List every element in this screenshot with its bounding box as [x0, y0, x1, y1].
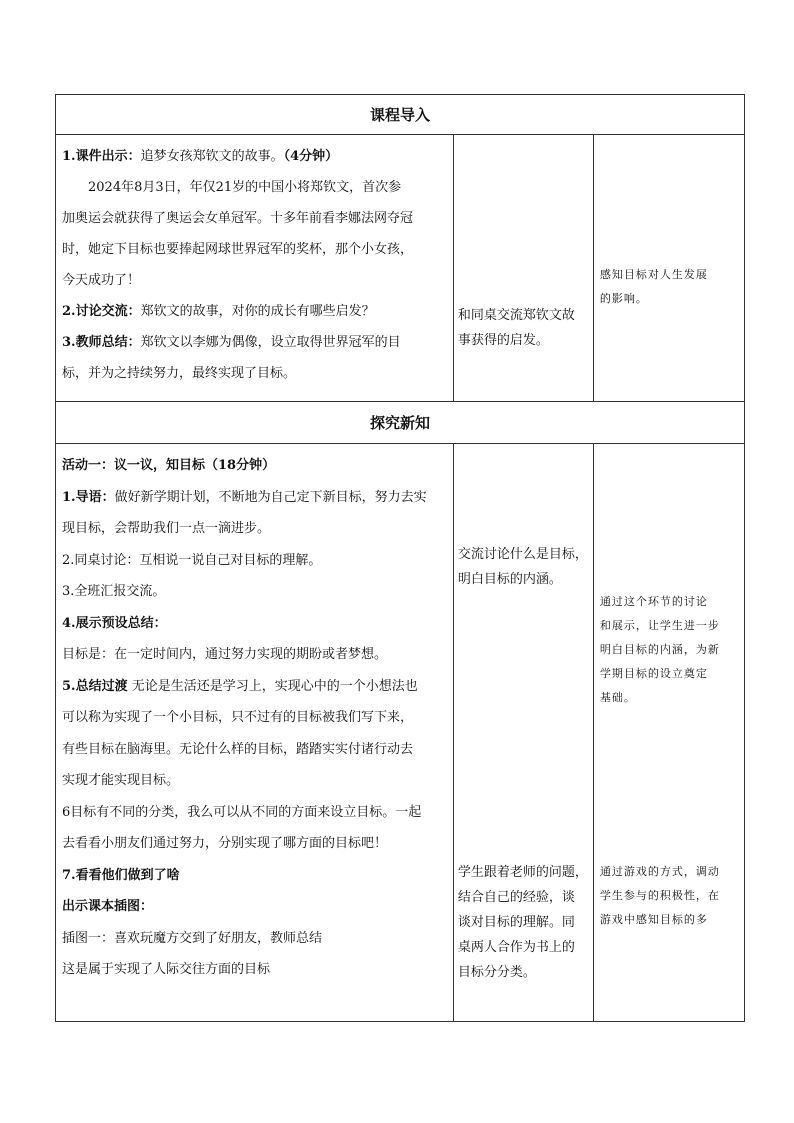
lesson-plan-table	[55, 94, 745, 1022]
explore-student-activity: 交流讨论什么是目标， 明白目标的内涵。 学生跟着老师的问题， 结合自己的经验，谈 谈对目标的理解。同 桌两人合作为书上的 目标分分类。	[453, 444, 593, 1022]
step-3: 3.全班汇报交流。	[62, 584, 166, 599]
story-line: 今天成功了！	[62, 273, 141, 288]
step-4-text: 目标是：在一定时间内，通过努力实现的期盼或者梦想。	[62, 647, 388, 662]
activity-title: 活动一：议一议，知目标（18分钟）	[62, 458, 276, 473]
section-title-intro: 课程导入	[56, 95, 745, 135]
step-5: 5.总结过渡 无论是生活还是学习上，实现心中的一个小想法也	[62, 678, 418, 694]
intro-item-2: 2.讨论交流：郑钦文的故事，对你的成长有哪些启发？	[62, 304, 375, 319]
show-illustration: 出示课本插图：	[62, 899, 154, 914]
illustration-1-note: 这是属于实现了人际交往方面的目标	[62, 962, 271, 977]
intro-teacher-activity	[56, 135, 454, 402]
story-line: 时，她定下目标也要捧起网球世界冠军的奖杯，那个小女孩，	[62, 242, 414, 257]
intro-design-intent: 感知目标对人生发展 的影响。	[593, 135, 744, 402]
section-title-explore: 探究新知	[56, 402, 745, 444]
illustration-1: 插图一：喜欢玩魔方交到了好朋友，教师总结	[62, 930, 323, 946]
story-line: 加奥运会就获得了奥运会女单冠军。十多年前看李娜法网夺冠	[62, 211, 414, 226]
step-4: 4.展示预设总结：	[62, 615, 167, 631]
intro-item-3-cont: 标，并为之持续努力，最终实现了目标。	[62, 366, 297, 381]
intro-item-1: 1.课件出示：追梦女孩郑钦文的故事。（4分钟）	[62, 149, 339, 164]
intro-student-activity: 和同桌交流郑钦文故 事获得的启发。	[453, 135, 593, 402]
explore-design-intent: 通过这个环节的讨论 和展示，让学生进一步 明白目标的内涵，为新 学期目标的设立奠定 基础。 通过游戏的方式，调动 学生参与的积极性，在 游戏中感知目标的多	[593, 444, 744, 1022]
step-7: 7.看看他们做到了啥	[62, 867, 180, 883]
intro-item-3: 3.教师总结：郑钦文以李娜为偶像，设立取得世界冠军的目	[62, 335, 401, 350]
step-2: 2.同桌讨论：互相说一说自己对目标的理解。	[62, 552, 322, 568]
explore-teacher-activity: 活动一：议一议，知目标（18分钟） 1.导语：做好新学期计划，不断地为自己定下新目标，努力去实 现目标，会帮助我们一点一滴进步。 2.同桌讨论：互相说一说自己对目标的理解。 3.全班汇报交流。 4.展示预设总结： 目标是：在一定时间内，通过努力实现的期盼或者梦想。 5.总结过渡 无论是生活还是学习上，实现心中的一个小想法也 可以称为实现了一个小目标，只不过有的目标被我们写下来， 有些目标在脑海里。无论什么样的目标，踏踏实实付诸行动去 实现才能实现目标。 6目标有不同的分类，我么可以从不同的方面来设立目标。一起 去看看小朋友们通过努力，分别实现了哪方面的目标吧！ 7.看看他们做到了啥 出示课本插图： 插图一：喜欢玩魔方交到了好朋友，教师总结 这是属于实现了人际交往方面的目标	[56, 444, 454, 1022]
story-line: 2024年8月3日，年仅21岁的中国小将郑钦文，首次参	[88, 180, 402, 195]
step-1: 1.导语：做好新学期计划，不断地为自己定下新目标，努力去实	[62, 489, 427, 505]
step-6: 6目标有不同的分类，我么可以从不同的方面来设立目标。一起	[62, 804, 422, 820]
